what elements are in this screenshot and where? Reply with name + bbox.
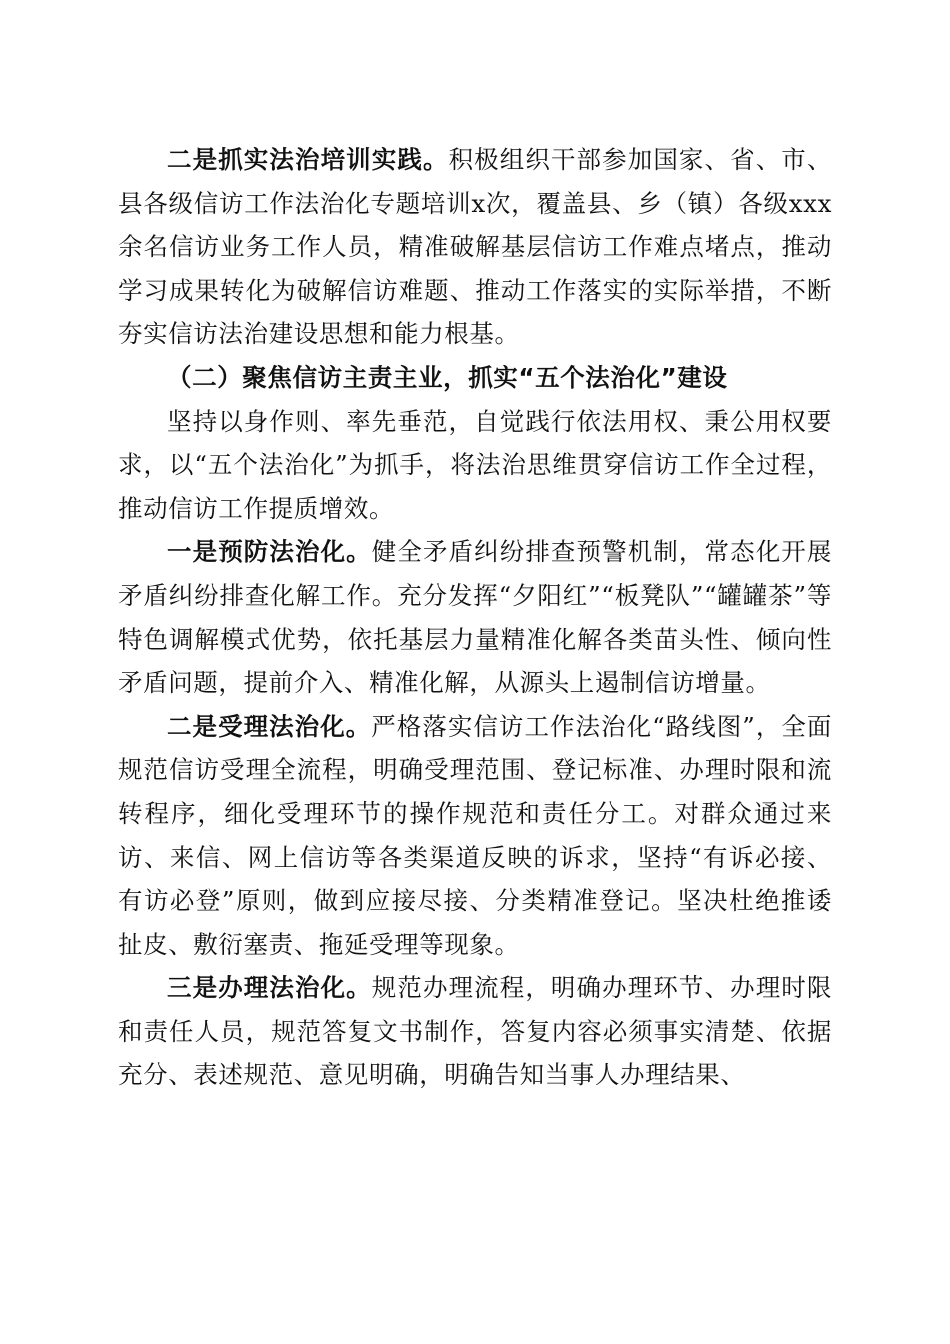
paragraph-handling <box>118 966 832 1097</box>
paragraph-lead: 二是受理法治化。 <box>167 711 372 741</box>
paragraph-lead: 三是办理法治化。 <box>167 973 372 1003</box>
paragraph-lead: 一是预防法治化。 <box>167 537 372 567</box>
paragraph-prevention <box>118 530 832 704</box>
paragraph-body: 规范办理流程，明确办理环节、办理时限和责任人员，规范答复文书制作，答复内容必须事实清楚、依据充分、表述规范、意见明确，明确告知当事人办理结果、 <box>118 973 832 1090</box>
paragraph-acceptance <box>118 705 832 967</box>
document-page <box>118 138 832 1097</box>
section-heading: （二）聚焦信访主责主业，抓实“五个法治化”建设 <box>167 362 728 392</box>
paragraph-lead: 二是抓实法治培训实践。 <box>167 145 449 174</box>
paragraph-body: 积极组织干部参加国家、省、市、县各级信访工作法治化专题培训x次，覆盖县、乡（镇）各级xxx余名信访业务工作人员，精准破解基层信访工作难点堵点，推动学习成果转化为破解信访难题、推动工作落实的实际举措，不断夯实信访法治建设思想和能力根基。 <box>118 145 832 349</box>
paragraph-body: 严格落实信访工作法治化“路线图”，全面规范信访受理全流程，明确受理范围、登记标准、办理时限和流转程序，细化受理环节的操作规范和责任分工。对群众通过来访、来信、网上信访等各类渠道反映的诉求，坚持“有诉必接、有访必登”原则，做到应接尽接、分类精准登记。坚决杜绝推诿扯皮、敷衍塞责、拖延受理等现象。 <box>118 711 832 959</box>
paragraph-training <box>118 138 832 356</box>
paragraph-body: 坚持以身作则、率先垂范，自觉践行依法用权、秉公用权要求，以“五个法治化”为抓手，将法治思维贯穿信访工作全过程，推动信访工作提质增效。 <box>118 406 832 523</box>
paragraph-intro <box>118 400 832 531</box>
paragraph-body: 健全矛盾纠纷排查预警机制，常态化开展矛盾纠纷排查化解工作。充分发挥“夕阳红”“板凳队”“罐罐茶”等特色调解模式优势，依托基层力量精准化解各类苗头性、倾向性矛盾问题，提前介入、精准化解，从源头上遏制信访增量。 <box>118 537 832 698</box>
